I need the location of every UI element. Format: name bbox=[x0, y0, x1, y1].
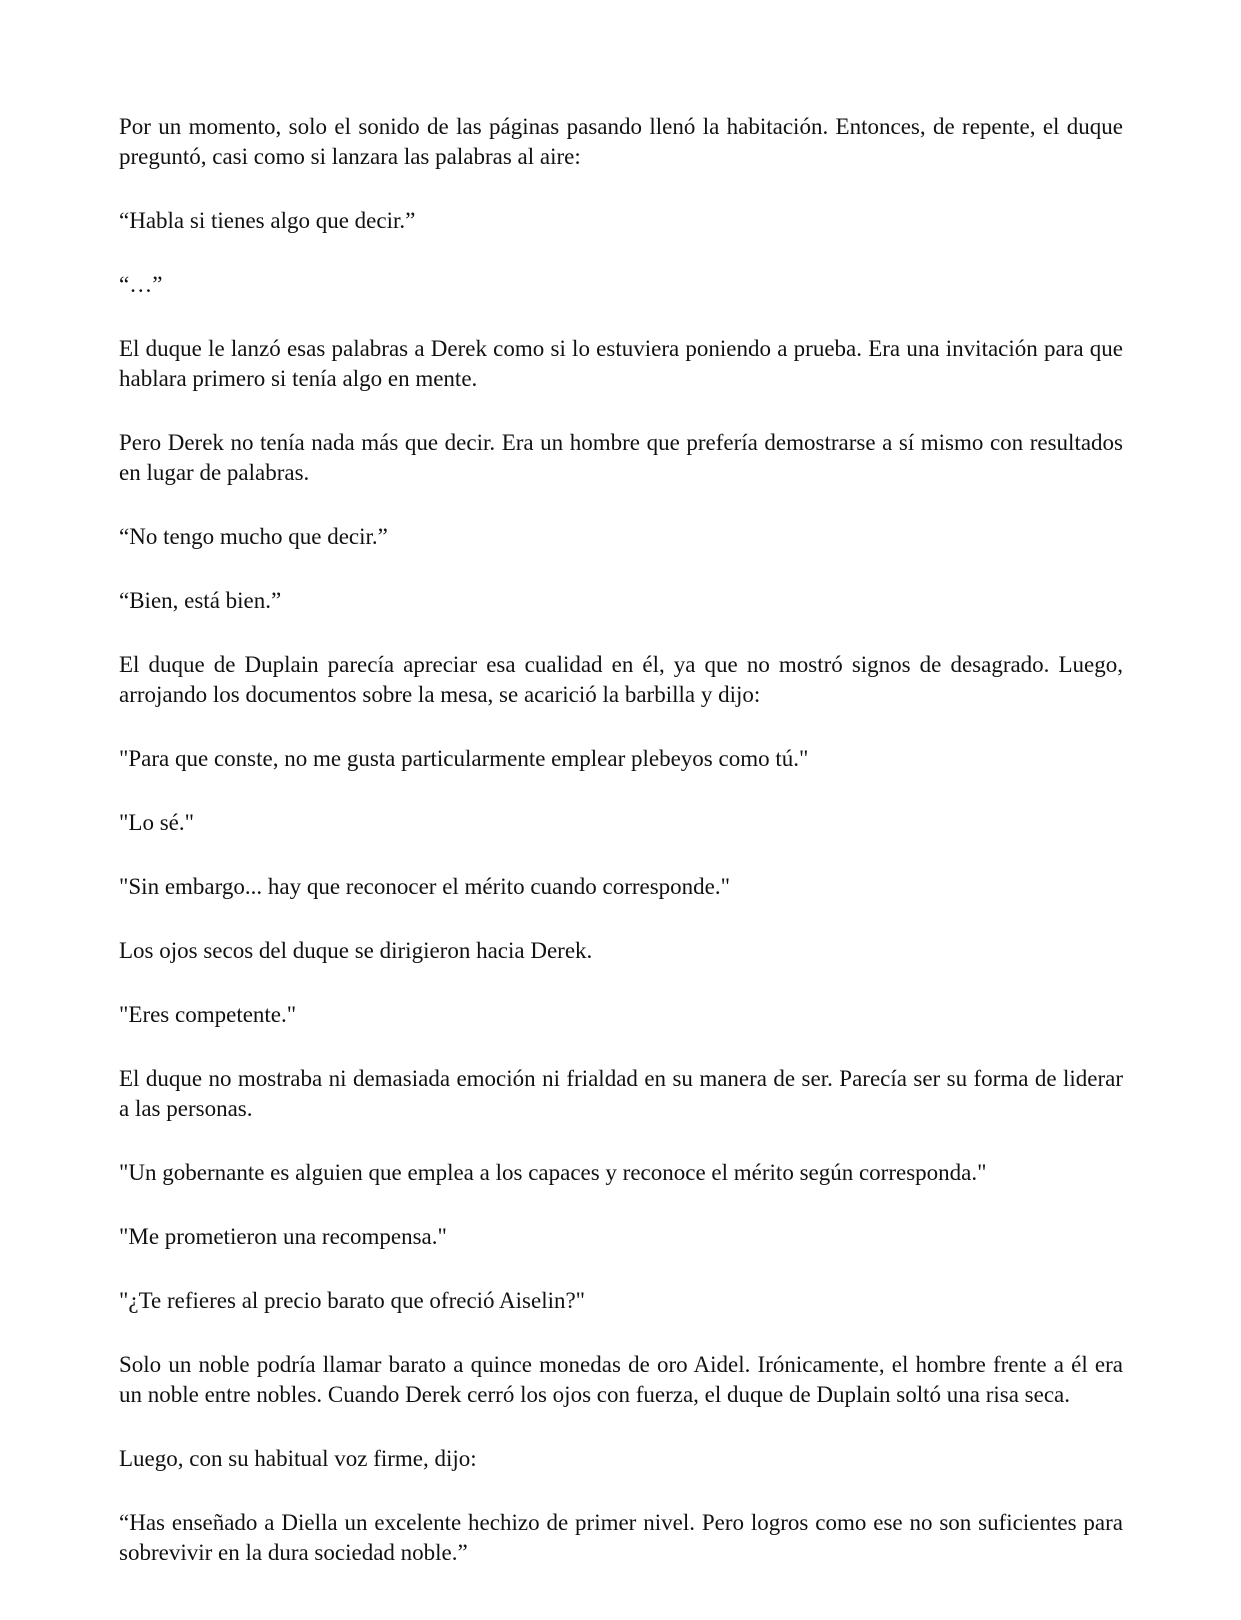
paragraph: Los ojos secos del duque se dirigieron hacia Derek. bbox=[119, 938, 593, 963]
paragraph: Pero Derek no tenía nada más que decir. Era un hombre que prefería demostrarse a sí mismo con resultados en lugar de palabras. bbox=[119, 430, 1123, 485]
paragraph: El duque de Duplain parecía apreciar esa cualidad en él, ya que no mostró signos de desagrado. Luego, arrojando los documentos sobre la mesa, se acarició la barbilla y dijo: bbox=[119, 652, 1123, 707]
dialogue-line: “No tengo mucho que decir.” bbox=[119, 524, 388, 549]
paragraph: El duque no mostraba ni demasiada emoción ni frialdad en su manera de ser. Parecía ser su forma de liderar a las personas. bbox=[119, 1066, 1123, 1121]
paragraph: “Has enseñado a Diella un excelente hechizo de primer nivel. Pero logros como ese no son suficientes para sobrevivir en la dura sociedad noble.” bbox=[119, 1510, 1123, 1565]
dialogue-line: “Habla si tienes algo que decir.” bbox=[119, 208, 416, 233]
paragraph: Luego, con su habitual voz firme, dijo: bbox=[119, 1446, 477, 1471]
dialogue-line: “…” bbox=[119, 272, 163, 297]
dialogue-line: "Sin embargo... hay que reconocer el mérito cuando corresponde." bbox=[119, 874, 731, 899]
paragraph: Por un momento, solo el sonido de las páginas pasando llenó la habitación. Entonces, de repente, el duque preguntó, casi como si lanzara las palabras al aire: bbox=[119, 114, 1123, 169]
document-page bbox=[119, 112, 1123, 1602]
dialogue-line: "¿Te refieres al precio barato que ofreció Aiselin?" bbox=[119, 1288, 586, 1313]
dialogue-line: "Me prometieron una recompensa." bbox=[119, 1224, 447, 1249]
dialogue-line: "Un gobernante es alguien que emplea a los capaces y reconoce el mérito según corresponda." bbox=[119, 1160, 987, 1185]
dialogue-line: "Lo sé." bbox=[119, 810, 194, 835]
paragraph: Solo un noble podría llamar barato a quince monedas de oro Aidel. Irónicamente, el hombre frente a él era un noble entre nobles. Cuando Derek cerró los ojos con fuerza, el duque de Duplain soltó una risa seca. bbox=[119, 1352, 1123, 1407]
paragraph: El duque le lanzó esas palabras a Derek como si lo estuviera poniendo a prueba. Era una invitación para que hablara primero si tenía algo en mente. bbox=[119, 336, 1123, 391]
dialogue-line: "Para que conste, no me gusta particularmente emplear plebeyos como tú." bbox=[119, 746, 809, 771]
dialogue-line: "Eres competente." bbox=[119, 1002, 297, 1027]
dialogue-line: “Bien, está bien.” bbox=[119, 588, 282, 613]
